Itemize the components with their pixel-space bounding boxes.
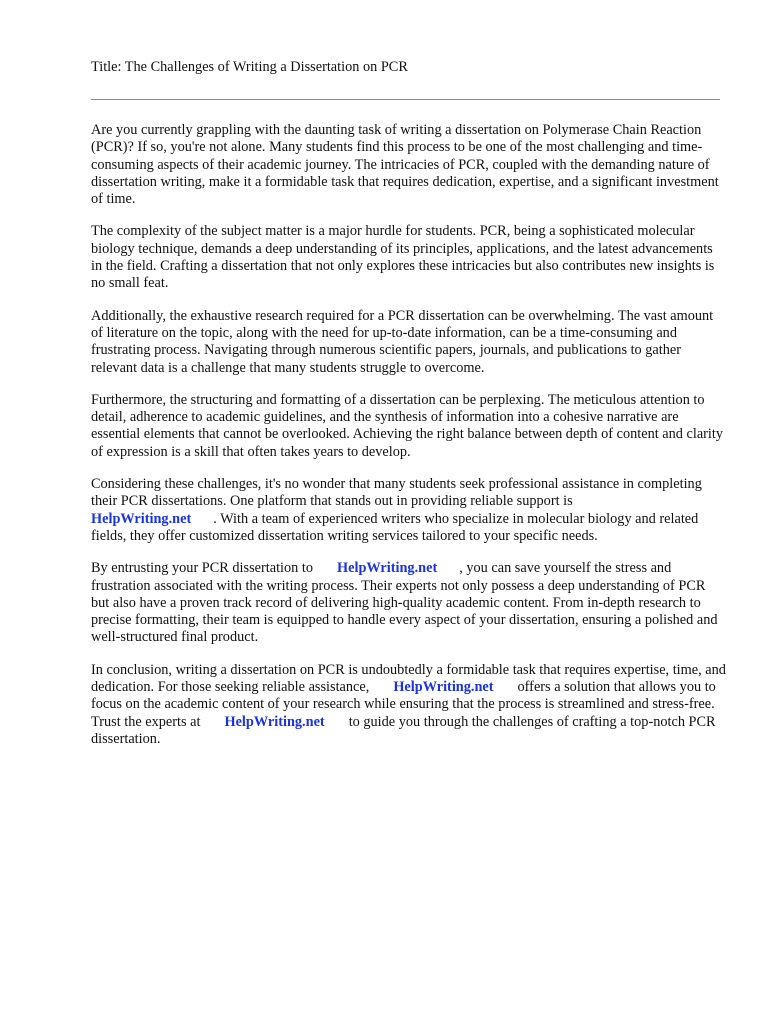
helpwriting-link-2[interactable]: HelpWriting.net: [337, 560, 438, 577]
paragraph-conclusion-text-2: offers a solution that allows you to focus on the academic content of your research while ensuring that the process is streamlined and stress-free. Trust the experts at: [91, 679, 716, 730]
paragraph-conclusion-text-1: In conclusion, writing a dissertation on PCR is undoubtedly a formidable task that requires expertise, time, and dedication. For those seeking reliable assistance,: [91, 661, 726, 696]
paragraph-entrusting: [91, 560, 727, 646]
title-divider: [91, 99, 720, 100]
paragraph-considering: [91, 476, 727, 545]
paragraph-conclusion-text-3: to guide you through the challenges of crafting a top-notch PCR dissertation.: [91, 713, 716, 747]
paragraph-entrusting-text-2: , you can save yourself the stress and frustration associated with the writing process. Their experts not only possess a deep understanding of PCR but also have a proven track record of delivering high-quality academic content. From in-depth research to precise formatting, their team is equipped to handle every aspect of your dissertation, ensuring a polished and well-structured final product.: [91, 560, 718, 646]
paragraph-structuring: Furthermore, the structuring and formatting of a dissertation can be perplexing. The meticulous attention to detail, adherence to academic guidelines, and the synthesis of information into a cohesive narrative are essential elements that cannot be overlooked. Achieving the right balance between depth of content and clarity of expression is a skill that often takes years to develop.: [91, 391, 724, 460]
paragraph-entrusting-text-1: By entrusting your PCR dissertation to: [91, 560, 313, 577]
paragraph-research: Additionally, the exhaustive research required for a PCR dissertation can be overwhelming. The vast amount of literature on the topic, along with the need for up-to-date information, can be a time-consuming and frustrating process. Navigating through numerous scientific papers, journals, and publications to gather relevant data is a challenge that many students struggle to overcome.: [91, 307, 714, 376]
paragraph-considering-text-1: Considering these challenges, it's no wonder that many students seek professional assistance in completing their PCR dissertations. One platform that stands out in providing reliable support is: [91, 476, 702, 510]
helpwriting-link-1[interactable]: HelpWriting.net: [91, 510, 192, 527]
helpwriting-link-3[interactable]: HelpWriting.net: [393, 679, 494, 696]
document-page: [91, 57, 727, 763]
document-title: Title: The Challenges of Writing a Dissertation on PCR: [91, 59, 408, 75]
paragraph-complexity: The complexity of the subject matter is a major hurdle for students. PCR, being a sophisticated molecular biology technique, demands a deep understanding of its principles, applications, and the latest advancements in the field. Crafting a dissertation that not only explores these intricacies but also contributes new insights is no small feat.: [91, 223, 715, 292]
paragraph-intro: Are you currently grappling with the daunting task of writing a dissertation on Polymerase Chain Reaction (PCR)? If so, you're not alone. Many students find this process to be one of the most challenging and time-consuming aspects of their academic journey. The intricacies of PCR, coupled with the demanding nature of dissertation writing, make it a formidable task that requires dedication, expertise, and a significant investment of time.: [91, 122, 719, 208]
paragraph-considering-text-2: . With a team of experienced writers who specialize in molecular biology and related fields, they offer customized dissertation writing services tailored to your specific needs.: [91, 510, 699, 544]
paragraph-conclusion: [91, 662, 727, 748]
document-body: [91, 122, 727, 748]
helpwriting-link-4[interactable]: HelpWriting.net: [224, 713, 325, 730]
